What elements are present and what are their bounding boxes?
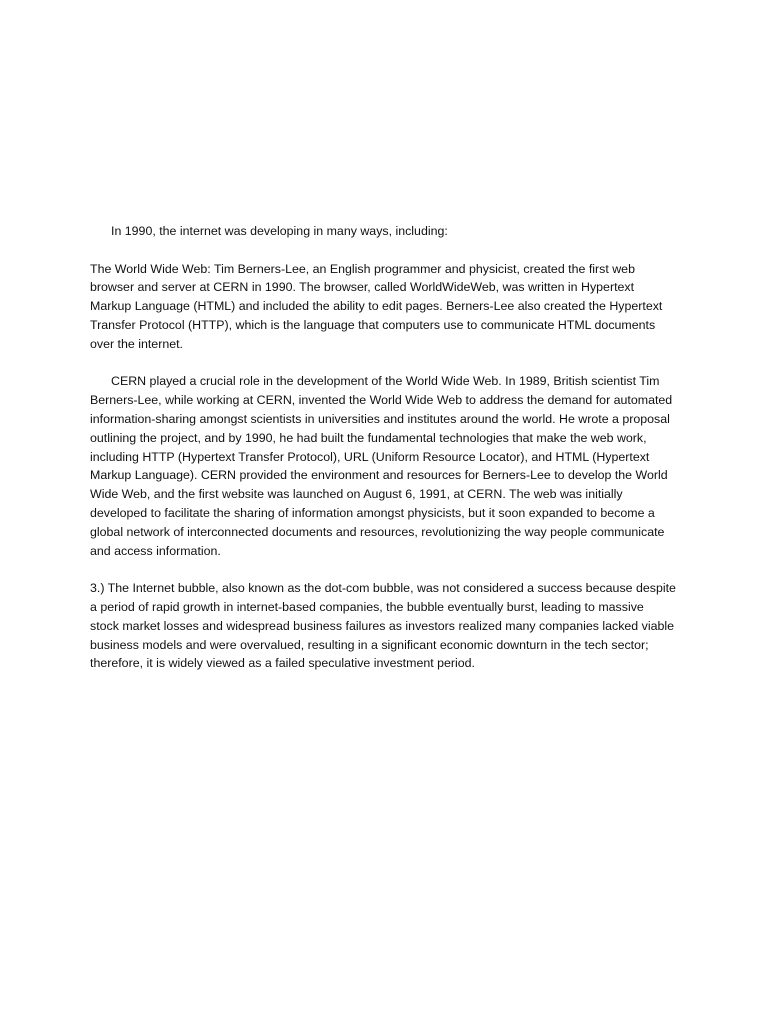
document-body [90,222,676,673]
intro-paragraph: In 1990, the internet was developing in many ways, including: [111,224,448,238]
world-wide-web-paragraph: The World Wide Web: Tim Berners-Lee, an English programmer and physicist, created the first web browser and server at CERN in 1990. The browser, called WorldWideWeb, was written in Hypertext Markup Language (HTML) and included the ability to edit pages. Berners-Lee also created the Hypertext Transfer Protocol (HTTP), which is the language that computers use to communicate HTML documents over the internet. [90,261,663,351]
cern-paragraph: CERN played a crucial role in the development of the World Wide Web. In 1989, British scientist Tim Berners-Lee, while working at CERN, invented the World Wide Web to address the demand for automated information-sharing amongst scientists in universities and institutes around the world. He wrote a proposal outlining the project, and by 1990, he had built the fundamental technologies that make the web work, including HTTP (Hypertext Transfer Protocol), URL (Uniform Resource Locator), and HTML (Hypertext Markup Language). CERN provided the environment and resources for Berners-Lee to develop the World Wide Web, and the first website was launched on August 6, 1991, at CERN. The web was initially developed to facilitate the sharing of information amongst physicists, but it soon expanded to become a global network of interconnected documents and resources, revolutionizing the way people communicate and access information. [90,374,673,558]
internet-bubble-paragraph: 3.) The Internet bubble, also known as the dot-com bubble, was not considered a success because despite a period of rapid growth in internet-based companies, the bubble eventually burst, leading to massive stock market losses and widespread business failures as investors realized many companies lacked viable business models and were overvalued, resulting in a significant economic downturn in the tech sector; therefore, it is widely viewed as a failed speculative investment period. [90,581,676,671]
